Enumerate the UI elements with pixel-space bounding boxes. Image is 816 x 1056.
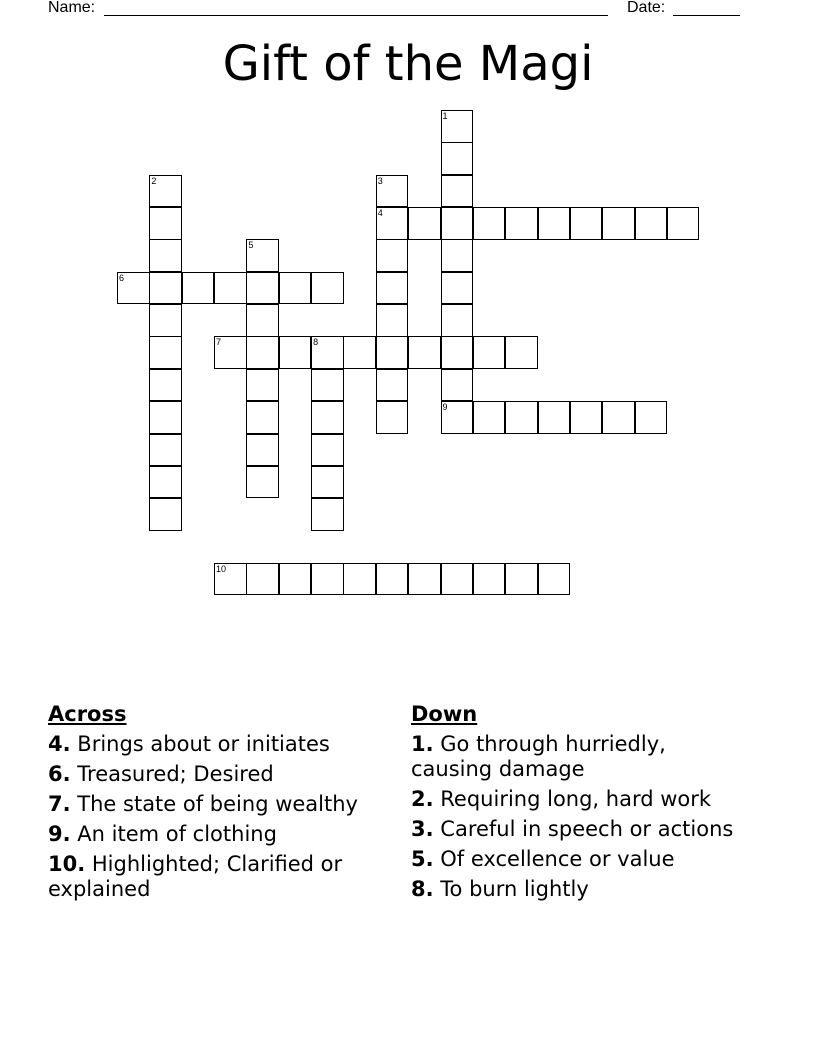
clue-number: 5.	[411, 847, 434, 871]
grid-cell[interactable]	[473, 336, 506, 369]
grid-cell[interactable]	[279, 336, 312, 369]
grid-cell[interactable]	[149, 304, 182, 337]
clue-text: Of excellence or value	[440, 847, 675, 871]
grid-cell[interactable]	[505, 207, 538, 240]
grid-cell[interactable]	[311, 401, 344, 434]
grid-cell[interactable]	[149, 207, 182, 240]
grid-cell[interactable]	[441, 369, 474, 402]
clue-text: Brings about or initiates	[77, 732, 330, 756]
grid-cell[interactable]	[505, 336, 538, 369]
grid-cell[interactable]	[117, 272, 150, 305]
grid-cell[interactable]	[570, 401, 603, 434]
across-heading: Across	[48, 702, 127, 726]
grid-cell[interactable]	[376, 239, 409, 272]
grid-cell[interactable]	[376, 563, 409, 596]
grid-cell[interactable]	[408, 563, 441, 596]
grid-cell[interactable]	[246, 563, 279, 596]
grid-cell[interactable]	[149, 336, 182, 369]
grid-cell[interactable]	[441, 563, 474, 596]
cell-number: 4	[377, 208, 383, 219]
clue-number: 2.	[411, 787, 434, 811]
header	[0, 0, 816, 22]
grid-cell[interactable]	[376, 401, 409, 434]
across-clues	[48, 702, 388, 907]
clue-down-8	[411, 877, 751, 902]
clue-down-1	[411, 732, 751, 782]
grid-cell[interactable]	[505, 401, 538, 434]
grid-cell[interactable]	[408, 207, 441, 240]
clue-across-9	[48, 822, 388, 847]
clue-text: Treasured; Desired	[77, 762, 274, 786]
grid-cell[interactable]	[376, 272, 409, 305]
grid-cell[interactable]	[214, 336, 247, 369]
cell-number: 6	[119, 272, 125, 283]
grid-cell[interactable]	[246, 369, 279, 402]
grid-cell[interactable]	[311, 369, 344, 402]
grid-cell[interactable]	[279, 272, 312, 305]
grid-cell[interactable]	[311, 336, 344, 369]
clue-down-5	[411, 847, 751, 872]
grid-cell[interactable]	[376, 207, 409, 240]
grid-cell[interactable]	[667, 207, 700, 240]
grid-cell[interactable]	[376, 175, 409, 208]
grid-cell[interactable]	[473, 401, 506, 434]
cell-number: 9	[442, 402, 448, 413]
grid-cell[interactable]	[376, 369, 409, 402]
grid-cell[interactable]	[311, 498, 344, 531]
grid-cell[interactable]	[538, 563, 571, 596]
clue-number: 1.	[411, 732, 434, 756]
grid-cell[interactable]	[441, 304, 474, 337]
clue-text: An item of clothing	[77, 822, 277, 846]
grid-cell[interactable]	[149, 272, 182, 305]
name-label: Name:	[48, 0, 96, 16]
clue-across-10	[48, 852, 388, 902]
clue-text: Requiring long, hard work	[440, 787, 712, 811]
grid-cell[interactable]	[149, 401, 182, 434]
clue-across-6	[48, 762, 388, 787]
grid-cell[interactable]	[246, 434, 279, 467]
grid-cell[interactable]	[182, 272, 215, 305]
grid-cell[interactable]	[246, 401, 279, 434]
grid-cell[interactable]	[311, 272, 344, 305]
grid-cell[interactable]	[149, 498, 182, 531]
grid-cell[interactable]	[279, 563, 312, 596]
clue-down-3	[411, 817, 751, 842]
clue-text: Highlighted; Clarified or explained	[48, 852, 343, 901]
grid-cell[interactable]	[311, 466, 344, 499]
clue-number: 8.	[411, 877, 434, 901]
grid-cell[interactable]	[473, 563, 506, 596]
cell-number: 10	[216, 563, 227, 574]
grid-cell[interactable]	[441, 207, 474, 240]
cell-number: 5	[248, 240, 254, 251]
grid-cell[interactable]	[149, 466, 182, 499]
grid-cell[interactable]	[602, 207, 635, 240]
grid-cell[interactable]	[473, 207, 506, 240]
date-label: Date:	[627, 0, 666, 16]
grid-cell[interactable]	[149, 434, 182, 467]
grid-cell[interactable]	[376, 336, 409, 369]
grid-cell[interactable]	[149, 175, 182, 208]
grid-cell[interactable]	[376, 304, 409, 337]
grid-cell[interactable]	[408, 336, 441, 369]
cell-number: 3	[377, 175, 383, 186]
grid-cell[interactable]	[570, 207, 603, 240]
grid-cell[interactable]	[311, 563, 344, 596]
clue-text: Careful in speech or actions	[440, 817, 734, 841]
grid-cell[interactable]	[441, 336, 474, 369]
grid-cell[interactable]	[149, 239, 182, 272]
grid-cell[interactable]	[246, 272, 279, 305]
grid-cell[interactable]	[441, 272, 474, 305]
name-field[interactable]	[104, 15, 608, 16]
grid-cell[interactable]	[441, 401, 474, 434]
date-field[interactable]	[673, 15, 740, 16]
grid-cell[interactable]	[246, 336, 279, 369]
grid-cell[interactable]	[602, 401, 635, 434]
grid-cell[interactable]	[635, 401, 668, 434]
grid-cell[interactable]	[505, 563, 538, 596]
cell-number: 1	[442, 111, 448, 121]
grid-cell[interactable]	[538, 207, 571, 240]
grid-cell[interactable]	[343, 563, 376, 596]
grid-cell[interactable]	[311, 434, 344, 467]
grid-cell[interactable]	[441, 110, 474, 143]
clue-text: Go through hurriedly, causing damage	[411, 732, 666, 781]
clue-text: To burn lightly	[440, 877, 589, 901]
clue-text: The state of being wealthy	[77, 792, 358, 816]
clue-number: 3.	[411, 817, 434, 841]
clue-number: 10.	[48, 852, 86, 876]
grid-cell[interactable]	[246, 239, 279, 272]
clue-number: 4.	[48, 732, 71, 756]
down-heading: Down	[411, 702, 478, 726]
grid-cell[interactable]	[343, 336, 376, 369]
grid-cell[interactable]	[635, 207, 668, 240]
down-clues	[411, 702, 751, 907]
grid-cell[interactable]	[538, 401, 571, 434]
clue-number: 7.	[48, 792, 71, 816]
clue-number: 9.	[48, 822, 71, 846]
grid-cell[interactable]	[246, 466, 279, 499]
clue-number: 6.	[48, 762, 71, 786]
grid-cell[interactable]	[214, 272, 247, 305]
clue-across-7	[48, 792, 388, 817]
puzzle-title: Gift of the Magi	[222, 36, 594, 92]
cell-number: 2	[151, 175, 157, 186]
clue-down-2	[411, 787, 751, 812]
cell-number: 7	[216, 337, 222, 348]
grid-cell[interactable]	[149, 369, 182, 402]
grid-cell[interactable]	[441, 239, 474, 272]
grid-cell[interactable]	[246, 304, 279, 337]
grid-cell[interactable]	[441, 175, 474, 208]
grid-cell[interactable]	[441, 142, 474, 175]
cell-number: 8	[313, 337, 319, 348]
clue-across-4	[48, 732, 388, 757]
grid-cell[interactable]	[214, 563, 247, 596]
